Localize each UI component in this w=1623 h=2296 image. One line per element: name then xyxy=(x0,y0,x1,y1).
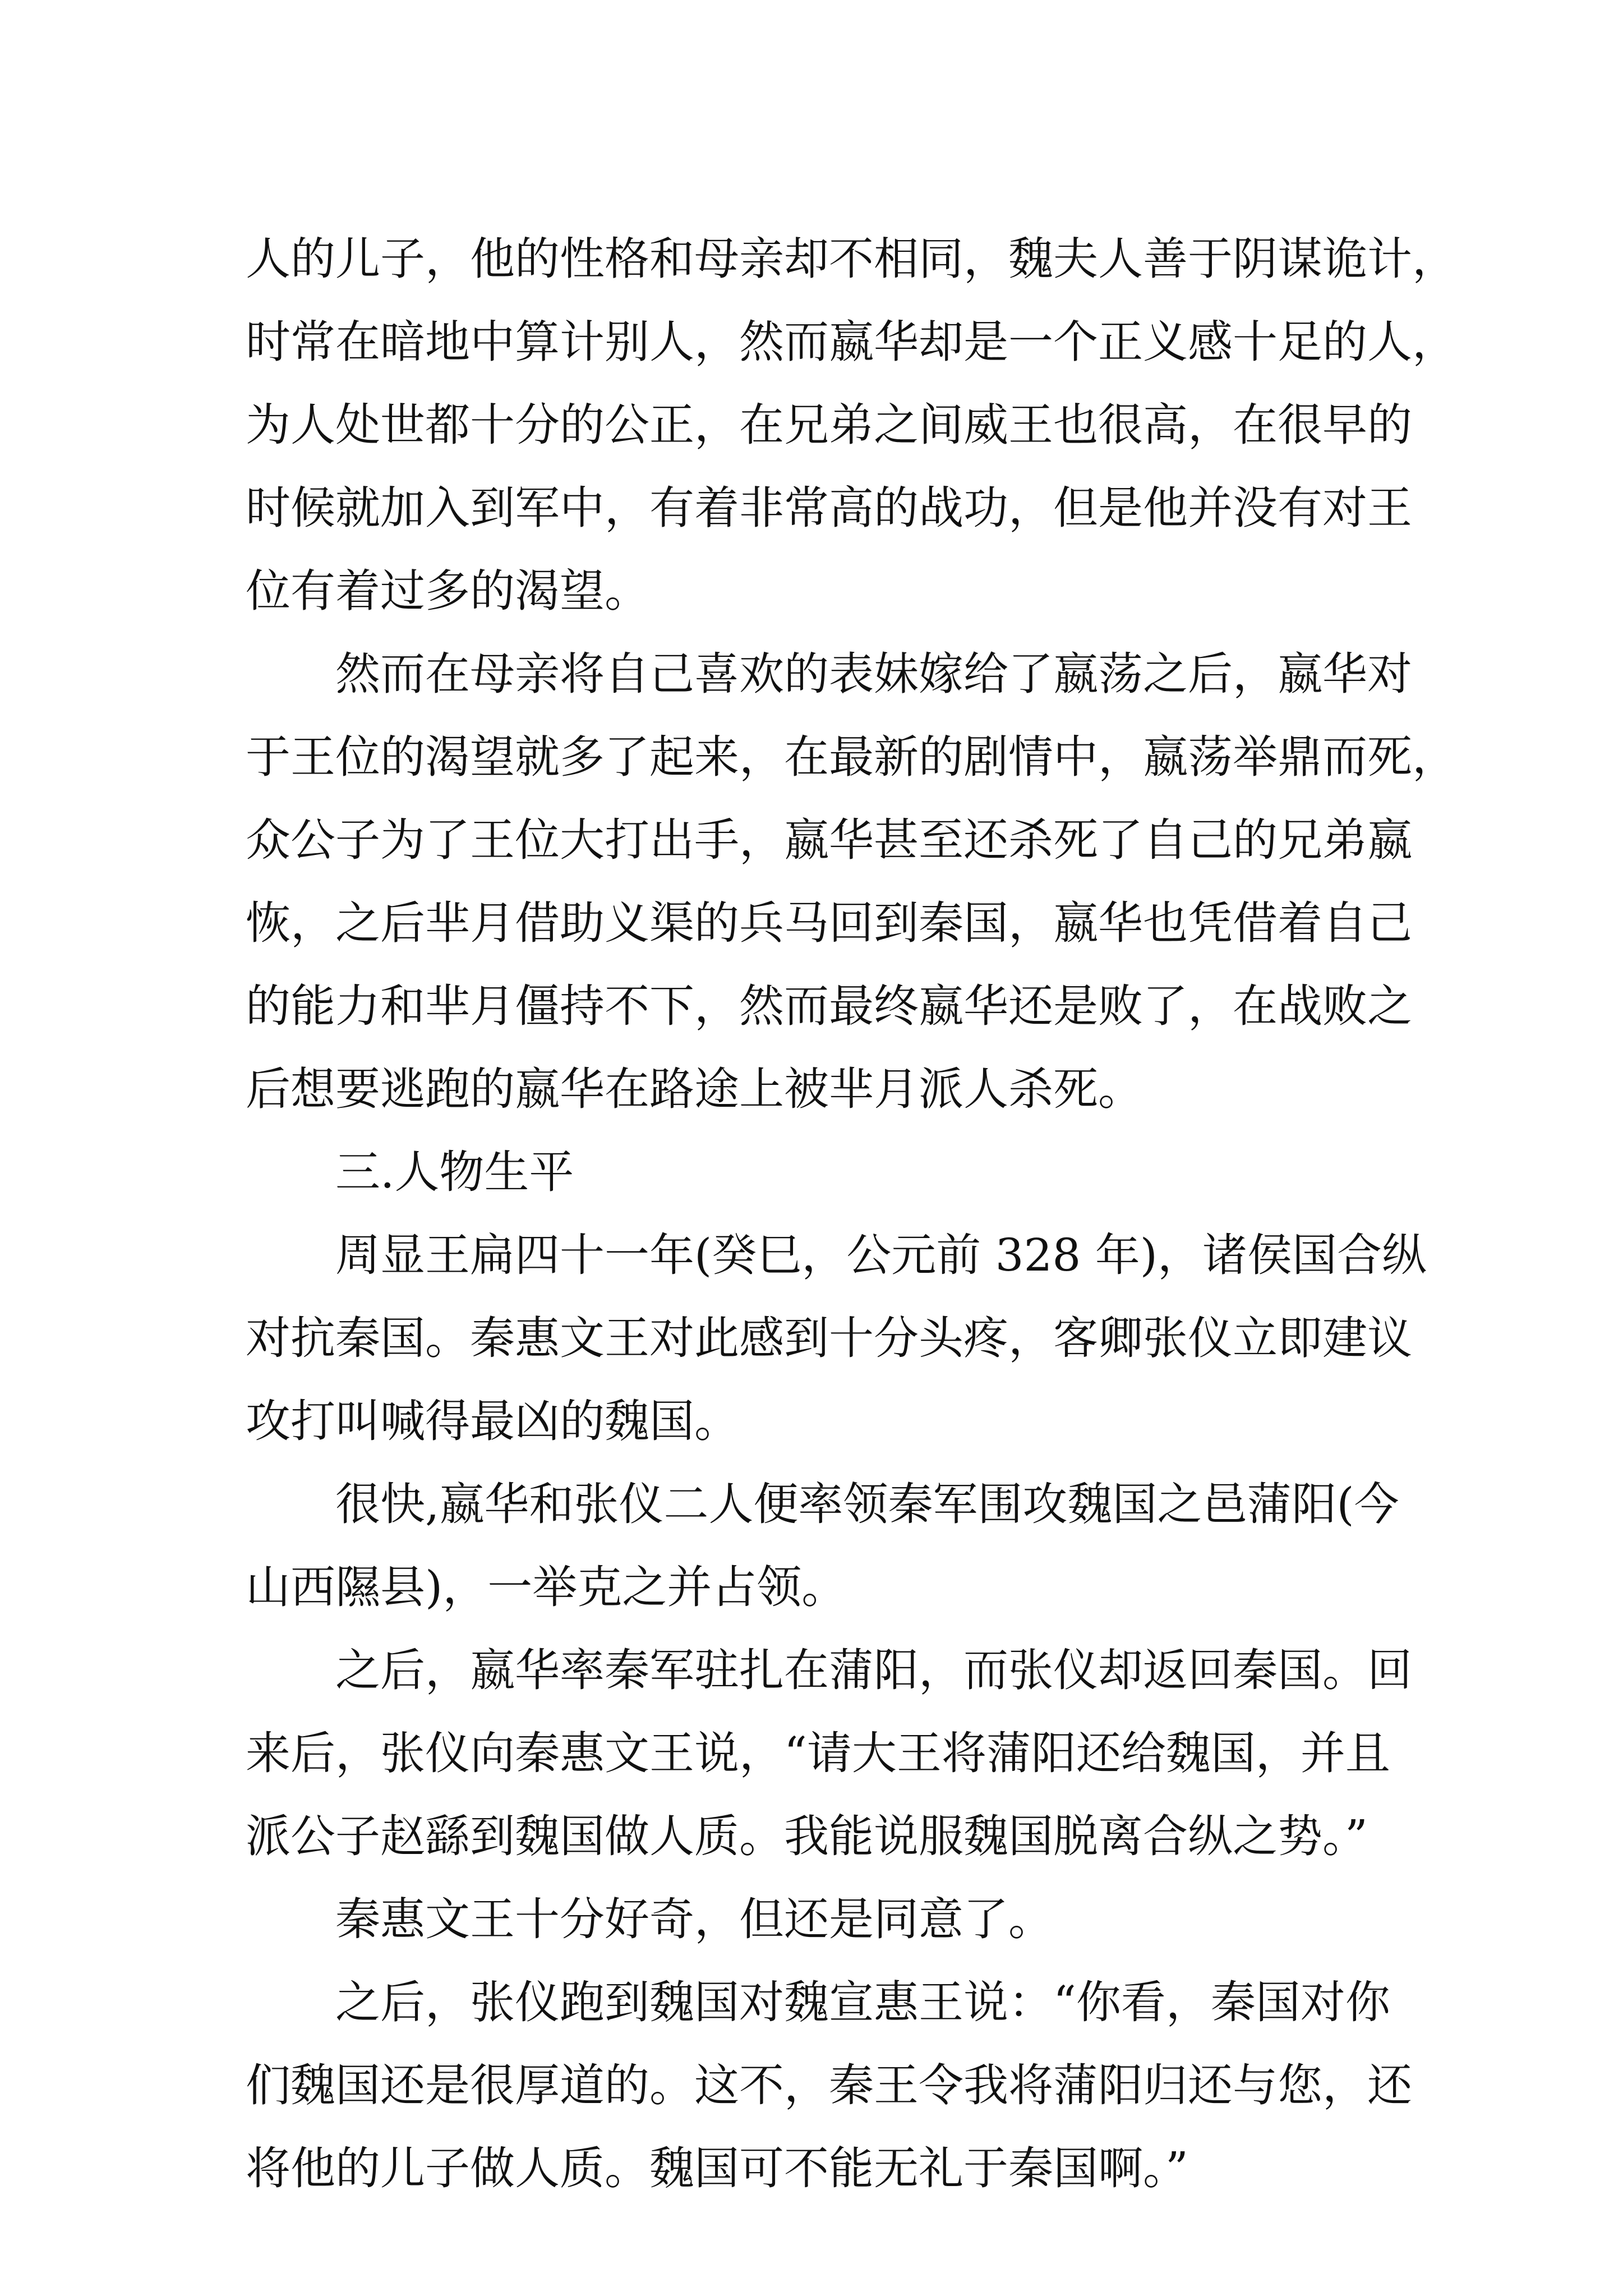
text-line: 派公子赵繇到魏国做人质。我能说服魏国脱离合纵之势。” xyxy=(246,1810,1368,1862)
body-text xyxy=(246,218,1468,2210)
text-line: 于王位的渴望就多了起来，在最新的剧情中，嬴荡举鼎而死， xyxy=(246,731,1457,783)
text-line: 来后，张仪向秦惠文王说，“请大王将蒲阳还给魏国，并且 xyxy=(246,1727,1390,1779)
text-line: 位有着过多的渴望。 xyxy=(246,565,649,617)
text-line: 时候就加入到军中，有着非常高的战功，但是他并没有对王 xyxy=(246,482,1412,534)
text-line: 攻打叫喊得最凶的魏国。 xyxy=(246,1395,739,1447)
text-line: 山西隰县)，一举克之并占领。 xyxy=(246,1561,847,1613)
paragraph-start-line: 很快,嬴华和张仪二人便率领秦军围攻魏国之邑蒲阳(今 xyxy=(335,1478,1399,1530)
paragraph-start-line: 秦惠文王十分好奇，但还是同意了。 xyxy=(335,1893,1053,1945)
text-line: 恢，之后芈月借助义渠的兵马回到秦国，嬴华也凭借着自己 xyxy=(246,897,1412,949)
text-line: 对抗秦国。秦惠文王对此感到十分头疼，客卿张仪立即建议 xyxy=(246,1312,1412,1364)
text-line: 时常在暗地中算计别人，然而嬴华却是一个正义感十足的人， xyxy=(246,316,1457,368)
paragraph-start-line: 之后，嬴华率秦军驻扎在蒲阳，而张仪却返回秦国。回 xyxy=(335,1644,1412,1696)
paragraph-start-line: 周显王扁四十一年(癸巳，公元前 328 年)，诸侯国合纵 xyxy=(335,1229,1427,1281)
text-line: 将他的儿子做人质。魏国可不能无礼于秦国啊。” xyxy=(246,2142,1188,2194)
paragraph-start-line: 之后，张仪跑到魏国对魏宣惠王说：“你看，秦国对你 xyxy=(335,1976,1390,2028)
text-line: 众公子为了王位大打出手，嬴华甚至还杀死了自己的兄弟嬴 xyxy=(246,814,1412,866)
section-heading: 三.人物生平 xyxy=(335,1146,574,1198)
paragraph-start-line: 然而在母亲将自己喜欢的表妹嫁给了嬴荡之后，嬴华对 xyxy=(335,648,1412,700)
text-line: 后想要逃跑的嬴华在路途上被芈月派人杀死。 xyxy=(246,1063,1143,1115)
text-line: 为人处世都十分的公正，在兄弟之间威王也很高，在很早的 xyxy=(246,399,1412,451)
text-line: 的能力和芈月僵持不下，然而最终嬴华还是败了，在战败之 xyxy=(246,980,1412,1032)
text-line: 们魏国还是很厚道的。这不，秦王令我将蒲阳归还与您，还 xyxy=(246,2059,1412,2111)
text-line: 人的儿子，他的性格和母亲却不相同，魏夫人善于阴谋诡计， xyxy=(246,233,1457,285)
